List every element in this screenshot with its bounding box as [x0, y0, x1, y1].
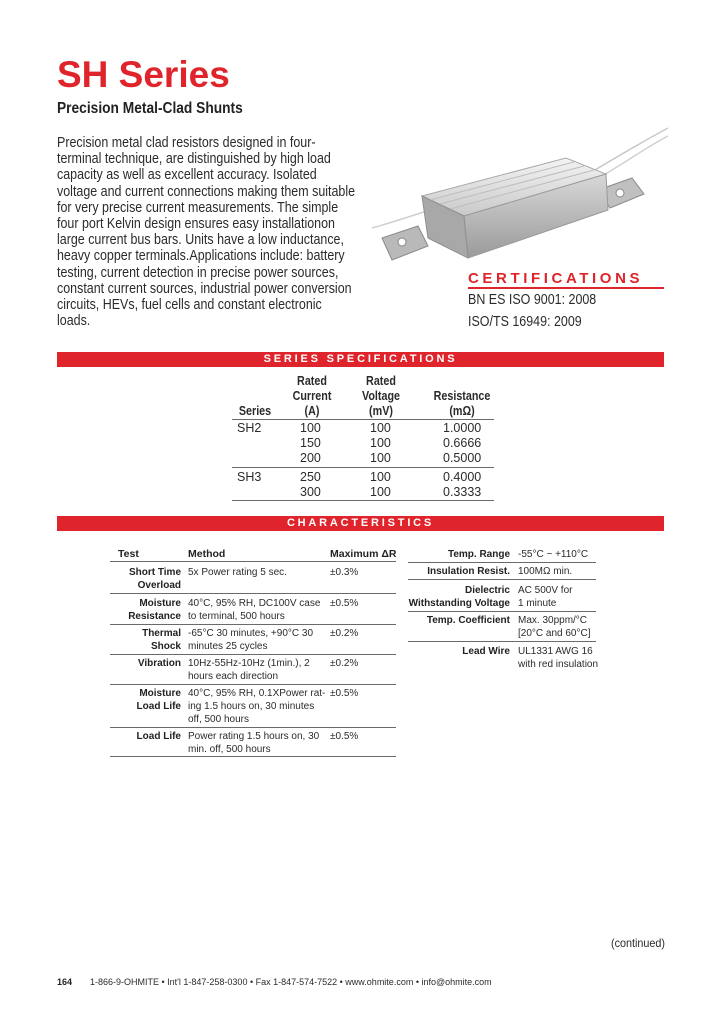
table-cell-resistance: 0.3333: [443, 485, 482, 499]
property-value: 100MΩ min.: [518, 566, 573, 577]
table-rule: [232, 419, 494, 420]
page-title: SH Series: [57, 54, 230, 95]
test-method: 10Hz-55Hz-10Hz (1min.), 2 hours each direction: [188, 658, 310, 682]
test-label: Moisture Resistance: [128, 598, 181, 622]
table-rule: [110, 756, 396, 757]
table-rule: [110, 654, 396, 655]
table-cell-resistance: 0.4000: [443, 470, 482, 484]
certifications-heading: CERTIFICATIONS: [468, 270, 644, 287]
table-cell-resistance: 1.0000: [443, 421, 482, 435]
table-cell-voltage: 100: [370, 436, 391, 450]
table-rule: [110, 684, 396, 685]
certifications-rule: [468, 287, 664, 289]
certification-item: BN ES ISO 9001: 2008: [468, 292, 597, 308]
test-method: 5x Power rating 5 sec.: [188, 567, 287, 578]
table-rule: [408, 562, 596, 563]
table-cell-voltage: 100: [370, 421, 391, 435]
table-cell-current: 300: [300, 485, 321, 499]
continued-note: (continued): [611, 936, 666, 950]
table-rule: [408, 611, 596, 612]
lead-wire: [585, 128, 668, 176]
table-rule: [110, 561, 396, 562]
column-header-series: Series: [238, 404, 272, 418]
column-header-max-delta-r: Maximum ΔR: [330, 548, 397, 560]
test-max-delta-r: ±0.2%: [330, 628, 359, 639]
property-label: Temp. Coefficient: [426, 615, 510, 626]
table-rule: [408, 641, 596, 642]
table-rule: [232, 500, 494, 501]
test-max-delta-r: ±0.5%: [330, 688, 359, 699]
property-label: Lead Wire: [462, 646, 510, 657]
test-max-delta-r: ±0.2%: [330, 658, 359, 669]
test-label: Thermal Shock: [142, 628, 181, 652]
test-method: 40°C, 95% RH, 0.1XPower rat- ing 1.5 hours on, 30 minutes off, 500 hours: [188, 688, 326, 725]
test-max-delta-r: ±0.3%: [330, 567, 359, 578]
table-rule: [110, 593, 396, 594]
lead-wire: [595, 136, 668, 180]
intro-paragraph: Precision metal clad resistors designed in four-terminal technique, are distinguished by high load capacity as well as excellent accuracy. Isolated voltage and current connections making them suitable for very precise current measurements. The simple four port Kelvin design ensures easy installationon large current bus bars. Units have a low inductance, heavy copper terminals.Applications include: battery testing, current detection in precise power sources, constant current sources, industrial power conversion circuits, HEVs, fuel cells and constant electronic loads.: [57, 135, 356, 330]
table-rule: [232, 467, 494, 468]
property-label: Temp. Range: [447, 549, 510, 560]
test-label: Vibration: [137, 658, 181, 669]
column-header-method: Method: [188, 548, 226, 560]
series-specifications-heading: SERIES SPECIFICATIONS: [57, 352, 664, 367]
page-subtitle: Precision Metal-Clad Shunts: [57, 100, 243, 117]
table-cell-voltage: 100: [370, 451, 391, 465]
column-header-test: Test: [118, 548, 139, 560]
test-max-delta-r: ±0.5%: [330, 598, 359, 609]
footer-contact: 1-866-9-OHMITE • Int'l 1-847-258-0300 • Fax 1-847-574-7522 • www.ohmite.com • info@ohmite.com: [90, 977, 492, 987]
lead-wire: [372, 210, 430, 228]
property-value: Max. 30ppm/°C [20°C and 60°C]: [518, 615, 591, 639]
table-cell-current: 150: [300, 436, 321, 450]
test-method: 40°C, 95% RH, DC100V case to terminal, 500 hours: [188, 598, 321, 622]
test-method: Power rating 1.5 hours on, 30 min. off, 500 hours: [188, 731, 320, 755]
column-header-current: Rated Current (A): [292, 374, 332, 418]
test-method: -65°C 30 minutes, +90°C 30 minutes 25 cycles: [188, 628, 314, 652]
table-cell-current: 250: [300, 470, 321, 484]
table-cell-series: SH3: [237, 470, 262, 484]
page-number: 164: [57, 977, 73, 987]
test-label: Load Life: [136, 731, 181, 742]
characteristics-heading: CHARACTERISTICS: [57, 516, 664, 531]
property-value: -55°C ~ +110°C: [518, 549, 589, 560]
test-label: Short Time Overload: [128, 567, 181, 591]
property-value: UL1331 AWG 16 with red insulation: [518, 646, 599, 670]
table-cell-current: 200: [300, 451, 321, 465]
column-header-voltage: Rated Voltage (mV): [361, 374, 401, 418]
property-value: AC 500V for 1 minute: [518, 585, 573, 609]
certification-item: ISO/TS 16949: 2009: [468, 314, 582, 330]
table-rule: [110, 624, 396, 625]
table-cell-series: SH2: [237, 421, 262, 435]
table-cell-resistance: 0.5000: [443, 451, 482, 465]
table-cell-current: 100: [300, 421, 321, 435]
table-rule: [408, 579, 596, 580]
table-cell-voltage: 100: [370, 470, 391, 484]
test-label: Moisture Load Life: [136, 688, 181, 712]
test-max-delta-r: ±0.5%: [330, 731, 359, 742]
product-photo: [370, 118, 670, 278]
property-label: Insulation Resist.: [427, 566, 510, 577]
column-header-resistance: Resistance (mΩ): [433, 389, 491, 418]
property-label: Dielectric Withstanding Voltage: [408, 585, 510, 609]
table-cell-resistance: 0.6666: [443, 436, 482, 450]
table-cell-voltage: 100: [370, 485, 391, 499]
table-rule: [110, 727, 396, 728]
